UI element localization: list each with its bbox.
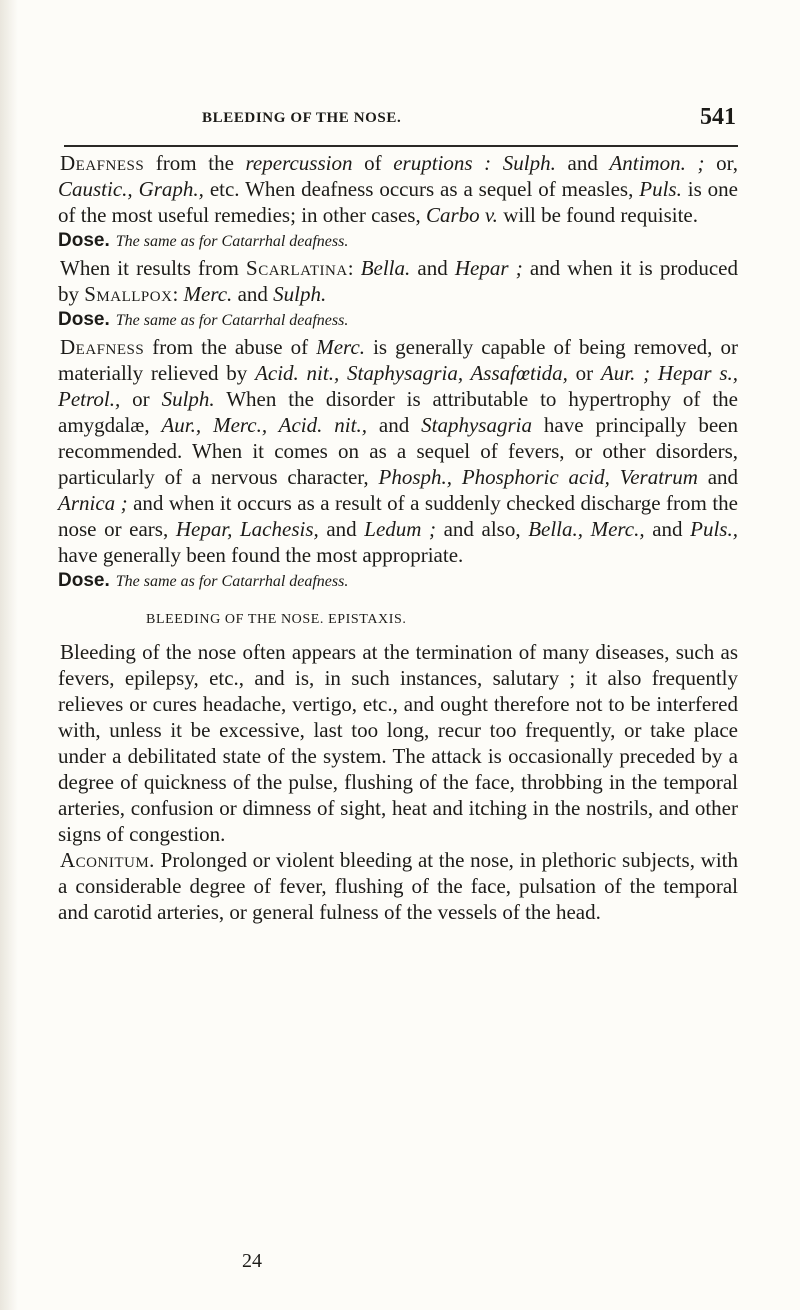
text: and also, [436,517,529,541]
text: have generally been found the most appropriate. [58,543,464,567]
small-caps-term: Scarlatina [246,256,348,280]
running-head: BLEEDING OF THE NOSE. [202,110,402,126]
dose-label: Dose. [58,570,110,591]
text: When it results from [60,256,247,280]
text: from the abuse of [144,335,317,359]
dose-note [58,568,738,595]
text: and [410,256,455,280]
italic-term: Sulph. [273,282,327,306]
italic-term: Bella., Merc., [528,517,645,541]
italic-term: Merc. [316,335,366,359]
paragraph-deafness-eruptions [58,150,738,228]
text: and [366,413,422,437]
text: or [120,387,162,411]
text: is generally capable of being removed, or materially relieved by [58,335,738,385]
italic-term: Phosph., Phosphoric acid, Veratrum [378,465,698,489]
dose-text: The same as for Catarrhal deafness. [115,573,349,590]
dose-text: The same as for Catarrhal deafness. [115,233,349,250]
lead-term: Deafness [60,151,145,175]
text: is one of the most useful remedies; in other cases, [58,177,738,227]
page-header [98,106,738,136]
lead-term: Aconitum. [60,848,155,872]
dose-text: The same as for Catarrhal deafness. [115,312,349,329]
page-edge-shadow [0,0,18,1310]
italic-term: Sulph. [161,387,215,411]
italic-term: Puls. [639,177,682,201]
text: and [318,517,365,541]
italic-term: Hepar ; [454,256,523,280]
text: etc. When deafness occurs as a sequel of measles, [203,177,640,201]
italic-term: Merc. [183,282,233,306]
text: : [347,256,361,280]
text: of [352,151,394,175]
paragraph-deafness-mercury [58,334,738,568]
text: and [232,282,274,306]
italic-term: Staphysagria [421,413,532,437]
text: have principally been recommended. When it comes on as a sequel of fevers, or other disorders, particularly of a nervous character, [58,413,738,489]
header-rule [64,145,738,147]
italic-term: Aur. ; Hepar s., Petrol., [58,361,738,411]
paragraph-aconitum [58,847,738,925]
paragraph-epistaxis-intro: Bleeding of the nose often appears at the termination of many diseases, such as fevers, epilepsy, etc., and is, in such instances, salutary ; it also frequently relieves or cures headache, vertigo, etc., and ought therefore not to be interfered with, unless it be excessive, last too long, recur too frequently, or take place under a debilitated state of the system. The attack is occasionally preceded by a degree of quickness of the pulse, flushing of the face, throbbing in the temporal arteries, confusion or dimness of sight, heat and itching in the nostrils, and other signs of congestion. [58,640,738,846]
section-heading: BLEEDING OF THE NOSE. EPISTAXIS. [146,612,407,627]
italic-term: Hepar, Lachesis, [175,517,319,541]
text: When the disorder is attributable to hypertrophy of the amygdalæ, [58,387,738,437]
italic-term: Antimon. ; [609,151,705,175]
paragraph-scarlatina [58,255,738,307]
dose-note [58,307,738,334]
italic-term: Bella. [360,256,411,280]
text: and [555,151,610,175]
dose-note [58,228,738,255]
text: will be found requisite. [497,203,698,227]
text: and when it occurs as a result of a suddenly checked discharge from the nose or ears, [58,491,738,541]
italic-term: Carbo v. [425,203,498,227]
page-body [58,150,738,925]
text: or [567,361,601,385]
italic-term: Puls., [690,517,738,541]
italic-term: repercussion [245,151,353,175]
italic-term: Ledum ; [364,517,437,541]
text: Prolonged or violent bleeding at the nose, in plethoric subjects, with a considerable degree of fever, flushing of the face, pulsation of the temporal and carotid arteries, or general fulness of the vessels of the head. [58,848,738,924]
text: and when it is produced by [58,256,739,306]
italic-term: Caustic., Graph., [58,177,204,201]
page-number: 541 [700,104,736,130]
italic-term: Aur., Merc., Acid. nit., [161,413,367,437]
text: or, [704,151,738,175]
dose-label: Dose. [58,230,110,251]
signature-mark: 24 [242,1250,262,1272]
text: : [172,282,184,306]
text: from the [144,151,246,175]
text: and [697,465,739,489]
italic-term: Acid. nit., Staphysagria, Assafœtida, [255,361,568,385]
italic-term: Arnica ; [58,491,128,515]
dose-label: Dose. [58,309,110,330]
small-caps-term: Smallpox [84,282,173,306]
italic-term: eruptions : Sulph. [393,151,556,175]
lead-term: Deafness [60,335,145,359]
text: and [644,517,691,541]
